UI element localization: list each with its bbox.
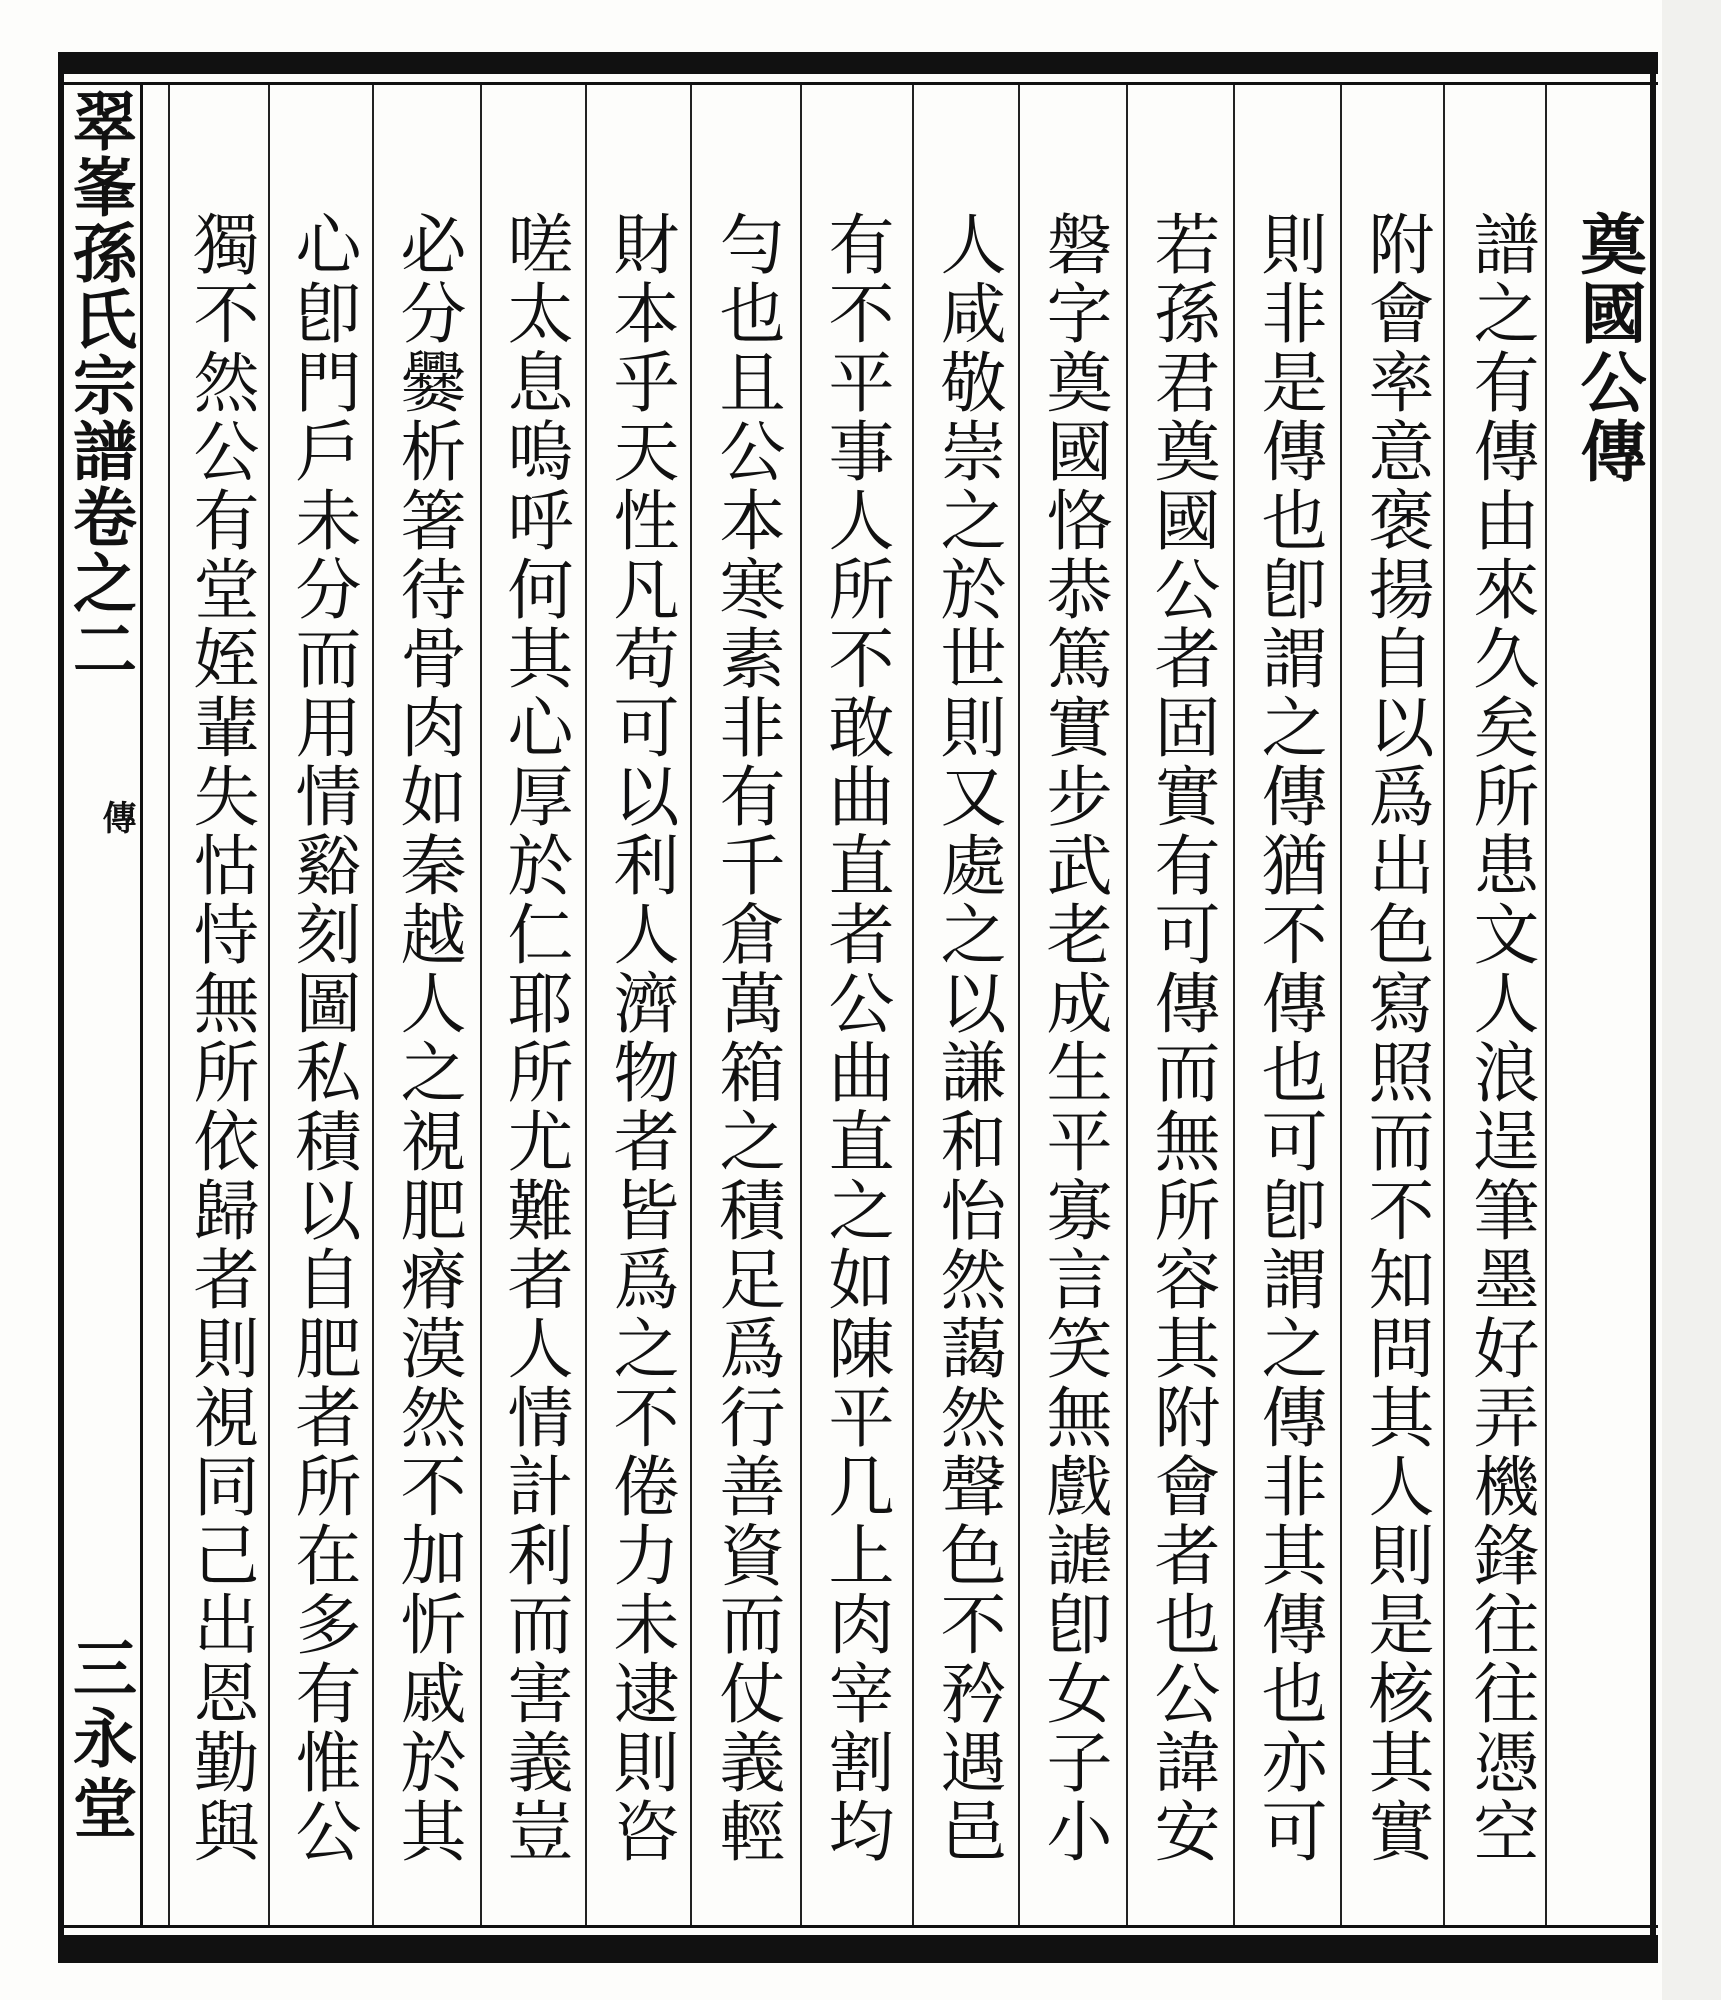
- section-label: 傳: [96, 800, 136, 834]
- text-column-11: 必分爨析箸待骨肉如秦越人之視肥瘠漠然不加忻戚於其: [389, 210, 466, 1866]
- volume-label: 卷之二: [62, 484, 137, 682]
- text-column-1: 譜之有傳由來久矣所患文人浪逞筆墨好弄機鋒往往憑空: [1462, 210, 1539, 1866]
- book-title: 翠峯孫氏宗譜: [62, 88, 137, 484]
- column-rule: [1126, 85, 1128, 1925]
- article-heading: 奠國公傳: [1569, 210, 1647, 486]
- column-rule: [1340, 85, 1342, 1925]
- column-rule: [1018, 85, 1020, 1925]
- text-column-10: 嗟太息嗚呼何其心厚於仁耶所尤難者人情計利而害義豈: [496, 210, 573, 1866]
- column-rule: [585, 85, 587, 1925]
- bottom-border-inner: [58, 1925, 1658, 1928]
- text-column-2: 附會率意褒揚自以爲出色寫照而不知問其人則是核其實: [1357, 210, 1434, 1866]
- column-rule: [800, 85, 802, 1925]
- text-column-12: 心卽門戶未分而用情谿刻圖私積以自肥者所在多有惟公: [284, 210, 361, 1866]
- top-border: [58, 52, 1658, 74]
- text-column-8: 勻也且公本寒素非有千倉萬箱之積足爲行善資而仗義輕: [708, 210, 785, 1866]
- margin-title: [60, 88, 138, 682]
- text-column-13: 獨不然公有堂姪輩失怙恃無所依歸者則視同己出恩勤與: [182, 210, 259, 1866]
- page-edge: [1662, 0, 1721, 2000]
- column-rule: [372, 85, 374, 1925]
- hall-name: 三永堂: [62, 1635, 137, 1845]
- column-rule: [912, 85, 914, 1925]
- text-column-7: 有不平事人所不敢曲直者公曲直之如陳平几上肉宰割均: [817, 210, 894, 1866]
- top-border-inner: [58, 82, 1658, 85]
- text-column-6: 人咸敬崇之於世則又處之以謙和怡然藹然聲色不矜遇邑: [929, 210, 1006, 1866]
- text-column-5: 磐字奠國恪恭篤實步武老成生平寡言笑無戲謔卽女子小: [1035, 210, 1112, 1866]
- bottom-border: [58, 1935, 1658, 1963]
- text-column-9: 財本乎天性凡苟可以利人濟物者皆爲之不倦力未逮則咨: [602, 210, 679, 1866]
- text-column-3: 則非是傳也卽謂之傳猶不傳也可卽謂之傳非其傳也亦可: [1250, 210, 1327, 1866]
- text-column-4: 若孫君奠國公者固實有可傳而無所容其附會者也公諱安: [1143, 210, 1220, 1866]
- column-rule: [480, 85, 482, 1925]
- column-rule: [1233, 85, 1235, 1925]
- column-rule: [690, 85, 692, 1925]
